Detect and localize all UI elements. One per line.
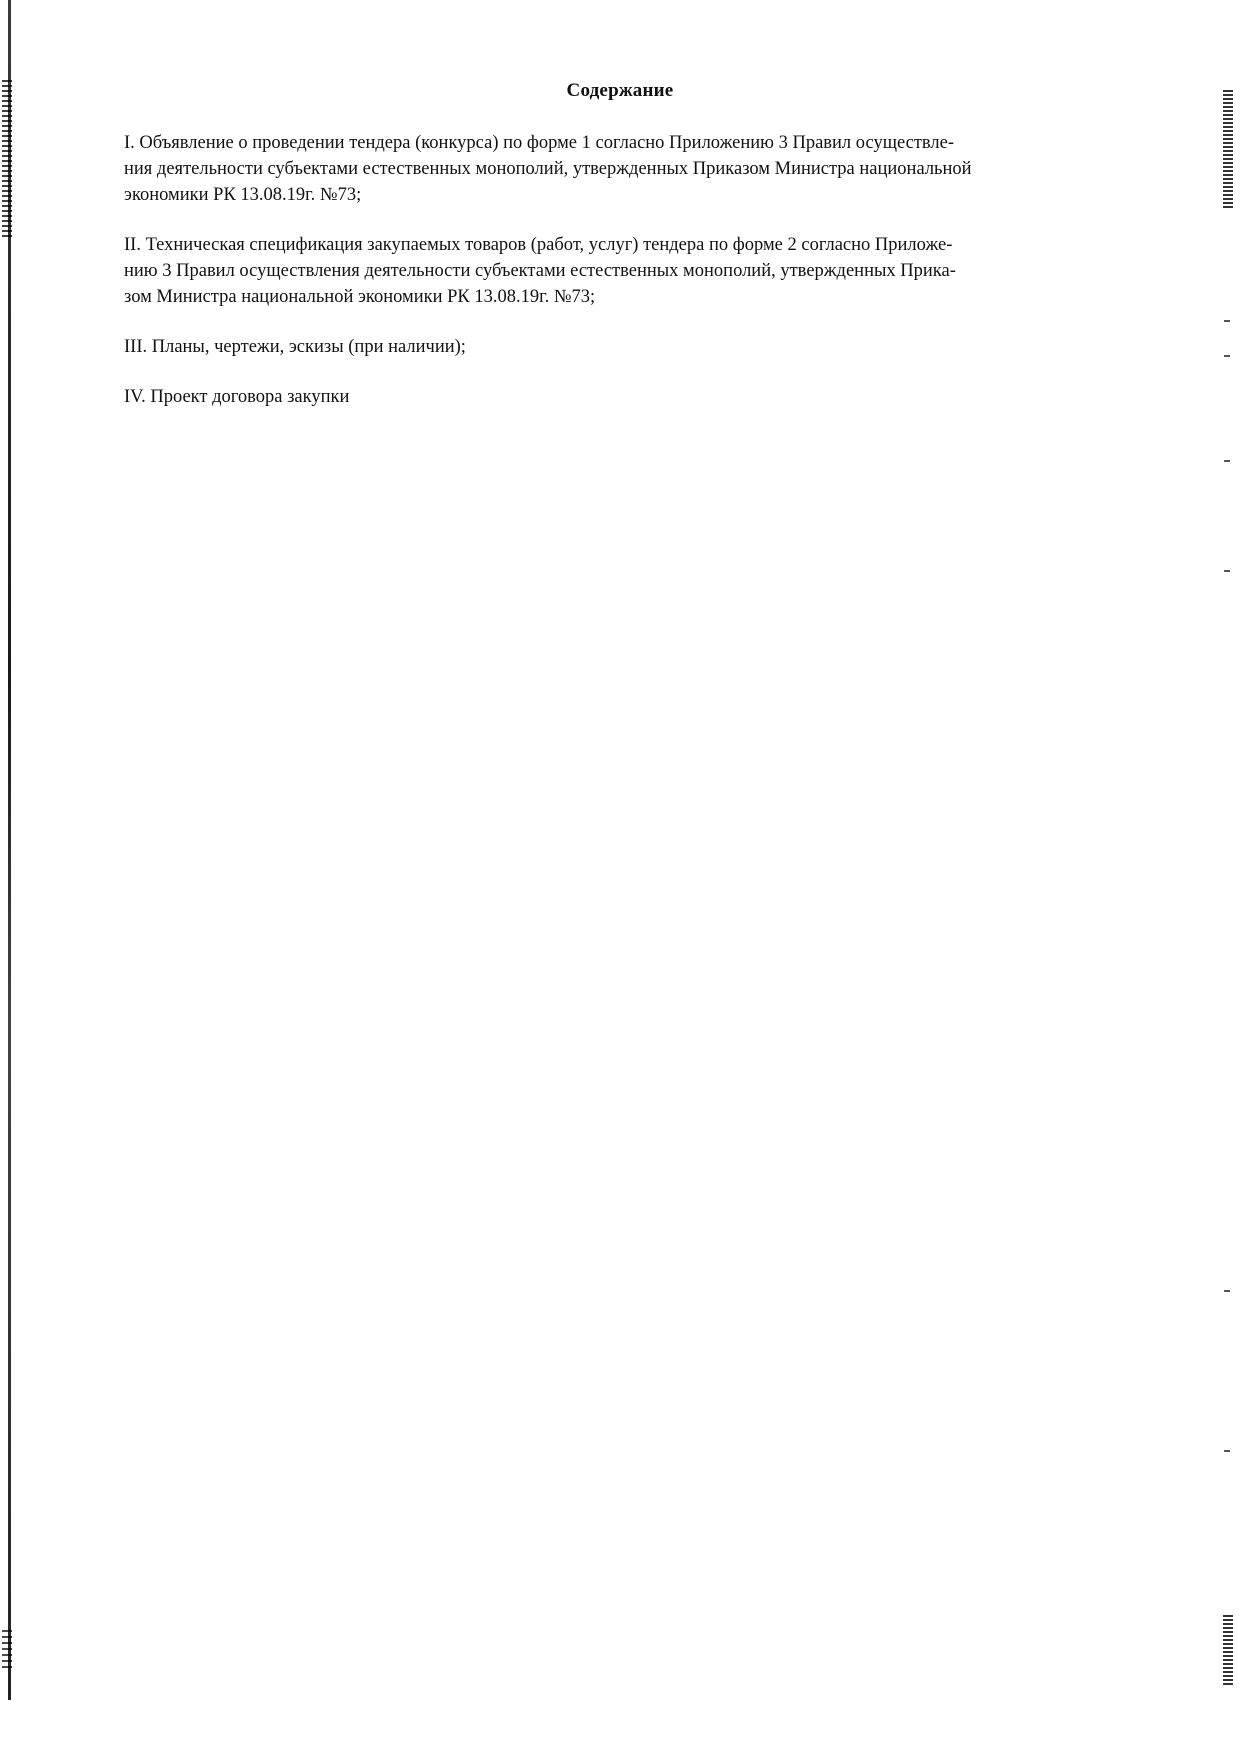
scan-artifact-left-top [2, 80, 12, 240]
scan-tick [1224, 320, 1230, 322]
scan-artifact-right-bottom [1223, 1615, 1233, 1685]
table-of-contents [124, 130, 1124, 434]
scan-artifact-left-bottom [2, 1630, 12, 1670]
toc-item-line: I. Объявление о проведении тендера (конкурса) по форме 1 согласно Приложению 3 Правил осуществле- [124, 133, 955, 153]
scan-tick [1224, 460, 1230, 462]
toc-item-line: нию 3 Правил осуществления деятельности субъектами естественных монополий, утвержденных Прика- [124, 261, 956, 281]
toc-item-line: экономики РК 13.08.19г. №73; [124, 185, 362, 205]
toc-item-4 [124, 384, 1124, 410]
toc-item-line: III. Планы, чертежи, эскизы (при наличии); [124, 337, 466, 357]
scan-tick [1224, 570, 1230, 572]
scan-tick [1224, 355, 1230, 357]
toc-item-2 [124, 232, 1124, 310]
scan-artifact-right-top [1223, 90, 1233, 210]
scan-tick [1224, 1290, 1230, 1292]
toc-item-line: зом Министра национальной экономики РК 13.08.19г. №73; [124, 287, 596, 307]
toc-item-1 [124, 130, 1124, 208]
toc-item-3 [124, 334, 1124, 360]
toc-item-line: II. Техническая спецификация закупаемых товаров (работ, услуг) тендера по форме 2 согласно Приложе- [124, 235, 953, 255]
toc-item-line: ния деятельности субъектами естественных монополий, утвержденных Приказом Министра национальной [124, 159, 972, 179]
scan-tick [1224, 1450, 1230, 1452]
toc-item-line: IV. Проект договора закупки [124, 387, 350, 407]
scan-binding-edge [8, 0, 11, 1700]
document-title: Содержание [566, 80, 674, 101]
